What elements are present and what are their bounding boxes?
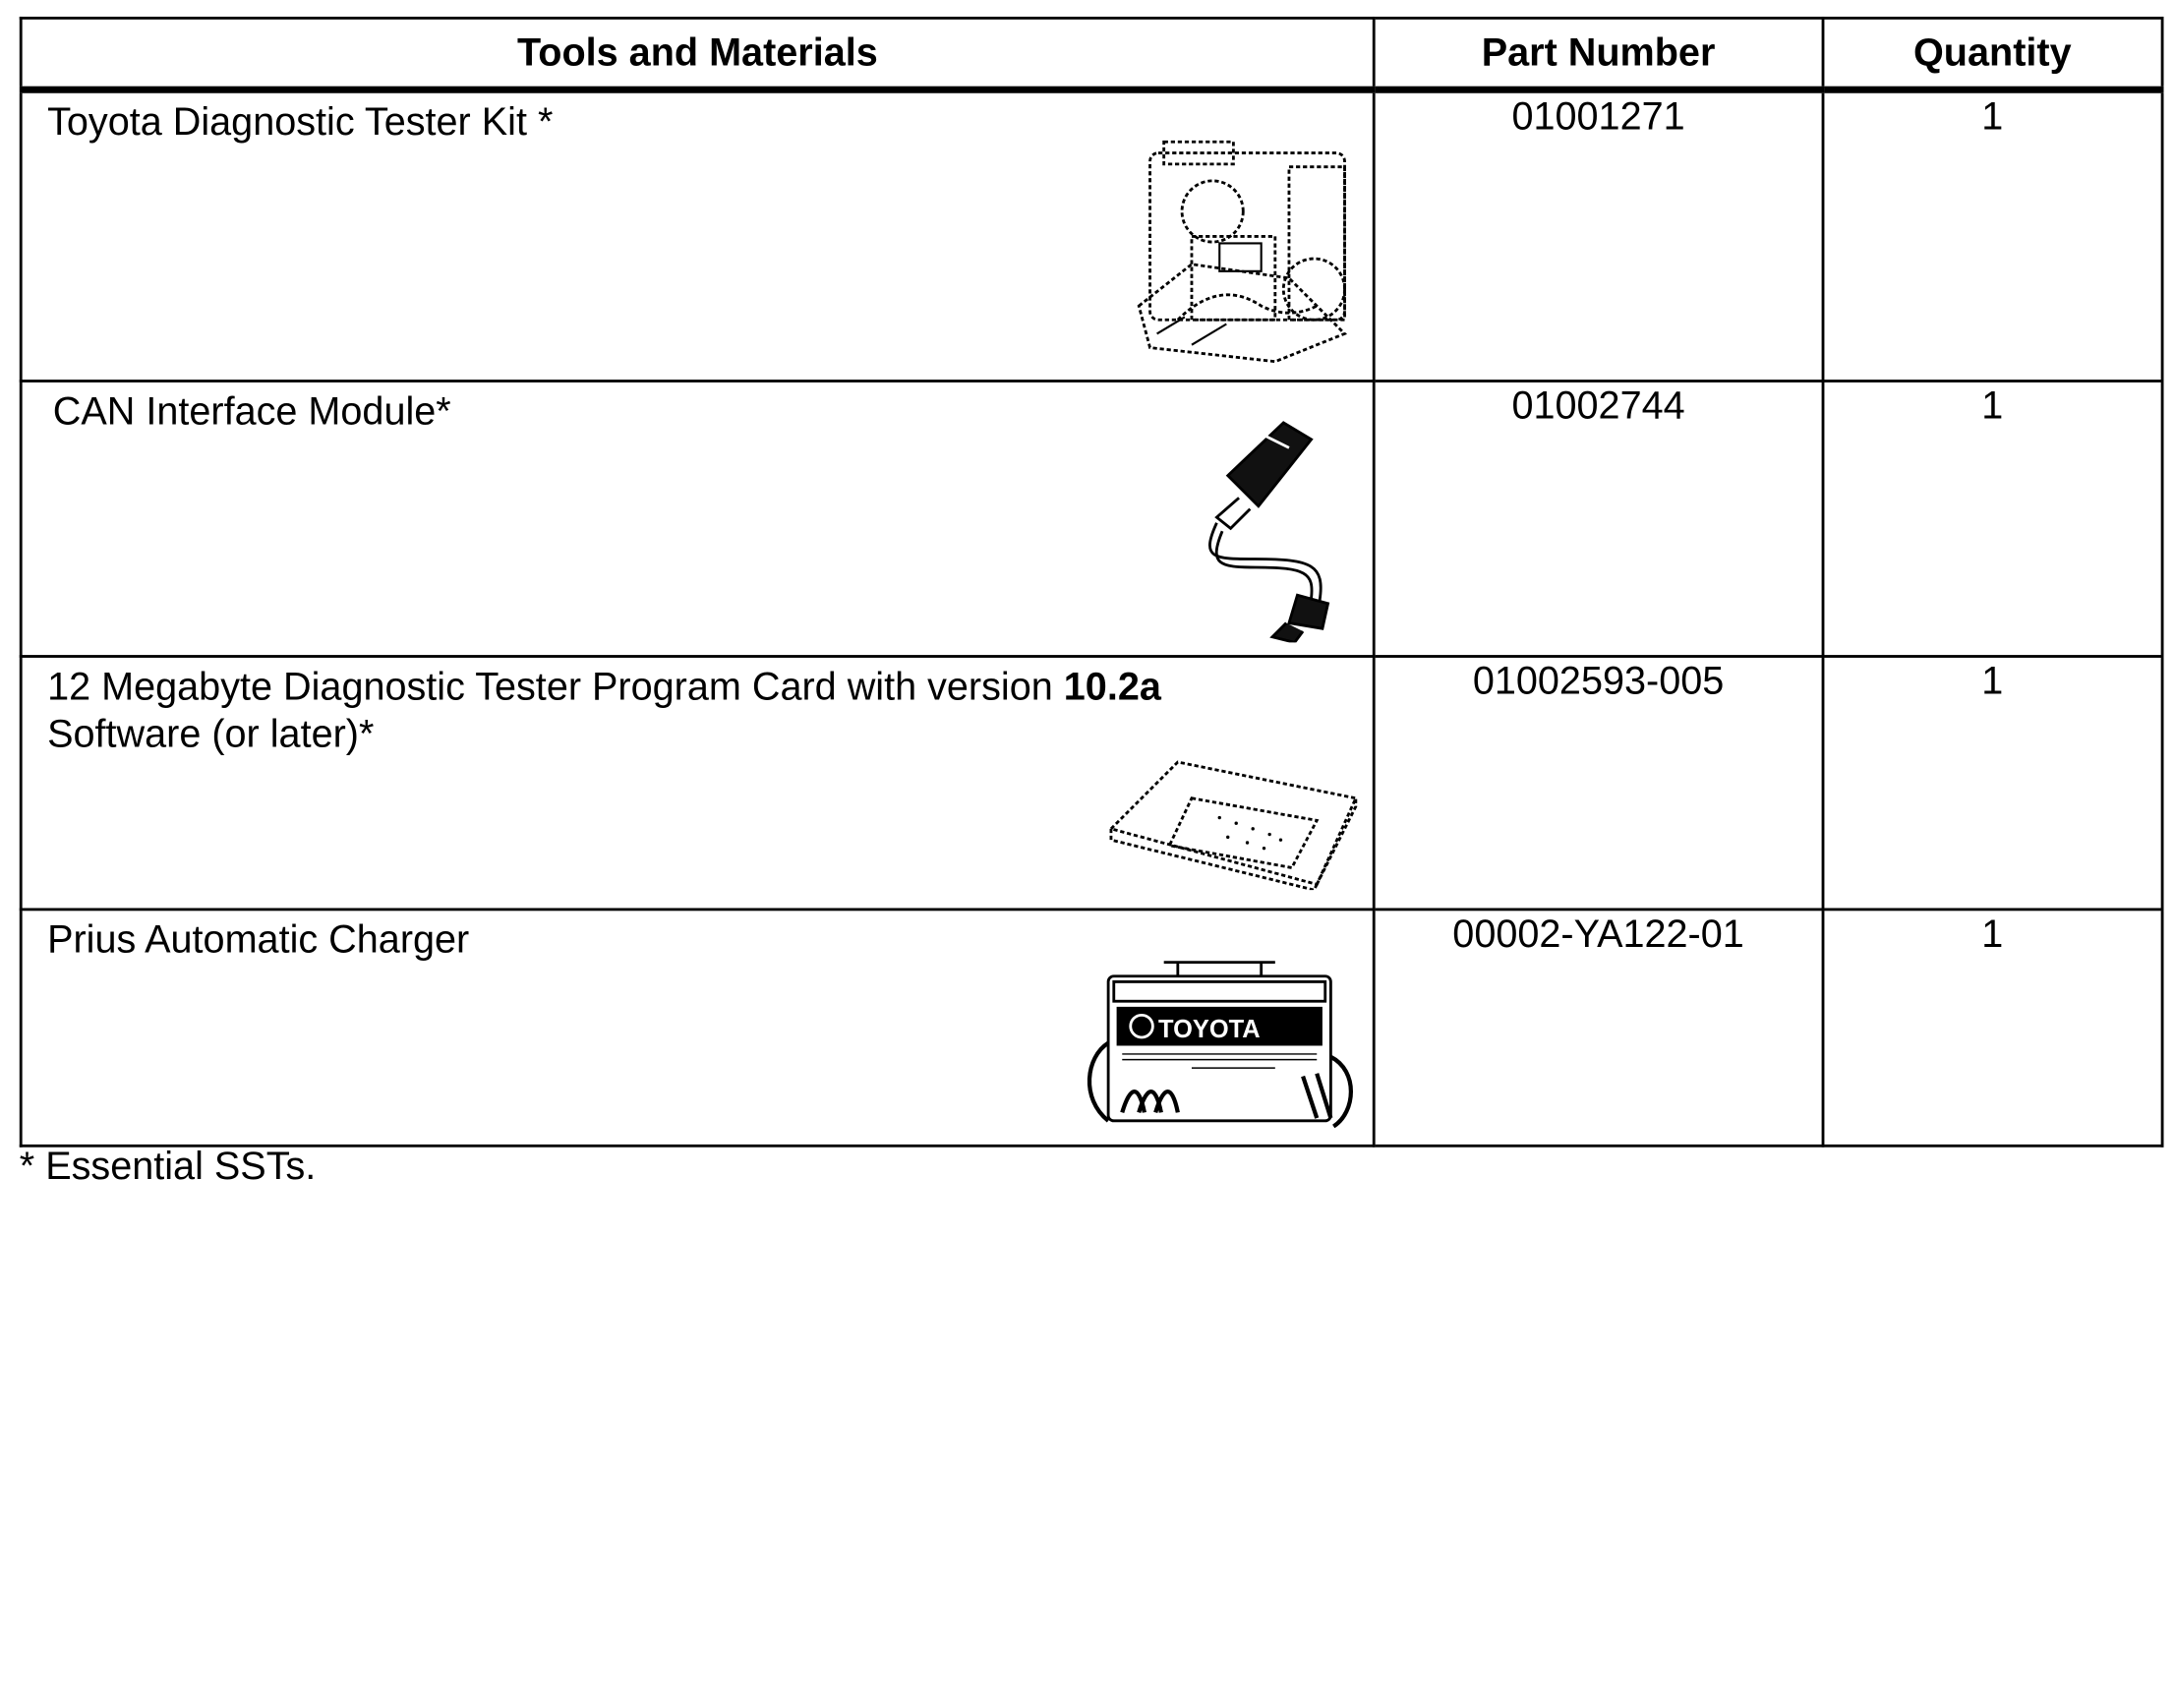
- item-name-line1: 12 Megabyte Diagnostic Tester Program Card with version: [47, 664, 1064, 708]
- table-row: [21, 910, 2162, 1146]
- part-number-cell: 01002593-005: [1375, 657, 1823, 910]
- quantity-cell: 1: [1823, 381, 2163, 656]
- header-quantity: Quantity: [1823, 18, 2163, 89]
- table-header-row: [21, 18, 2162, 89]
- item-name: CAN Interface Module*: [52, 388, 451, 433]
- footnote: * Essential SSTs.: [19, 1144, 317, 1188]
- quantity-cell: 1: [1823, 910, 2163, 1146]
- item-cell: [21, 89, 1374, 381]
- battery-charger-icon: [1081, 960, 1359, 1139]
- item-name: Prius Automatic Charger: [47, 917, 470, 962]
- part-number-cell: 00002-YA122-01: [1375, 910, 1823, 1146]
- part-number-cell: 01001271: [1375, 89, 1823, 381]
- item-cell: [21, 657, 1374, 910]
- part-number-cell: 01002744: [1375, 381, 1823, 656]
- program-card-icon: [1108, 756, 1359, 897]
- item-name: [23, 658, 1374, 758]
- header-tools-materials: Tools and Materials: [21, 18, 1374, 89]
- diagnostic-tester-kit-icon: [1137, 139, 1359, 371]
- header-part-number: Part Number: [1375, 18, 1823, 89]
- item-cell: [21, 910, 1374, 1146]
- tools-materials-table: [20, 17, 2164, 1148]
- quantity-cell: 1: [1823, 89, 2163, 381]
- can-interface-module-icon: [1201, 420, 1334, 649]
- quantity-cell: 1: [1823, 657, 2163, 910]
- item-name: Toyota Diagnostic Tester Kit *: [47, 99, 554, 144]
- software-version: 10.2a: [1063, 664, 1161, 708]
- item-cell: [21, 381, 1374, 656]
- table-row: [21, 89, 2162, 381]
- table-row: [21, 657, 2162, 910]
- table-row: [21, 381, 2162, 656]
- charger-brand-logo: TOYOTA: [1158, 1015, 1262, 1043]
- item-name-line2: Software (or later)*: [47, 712, 375, 755]
